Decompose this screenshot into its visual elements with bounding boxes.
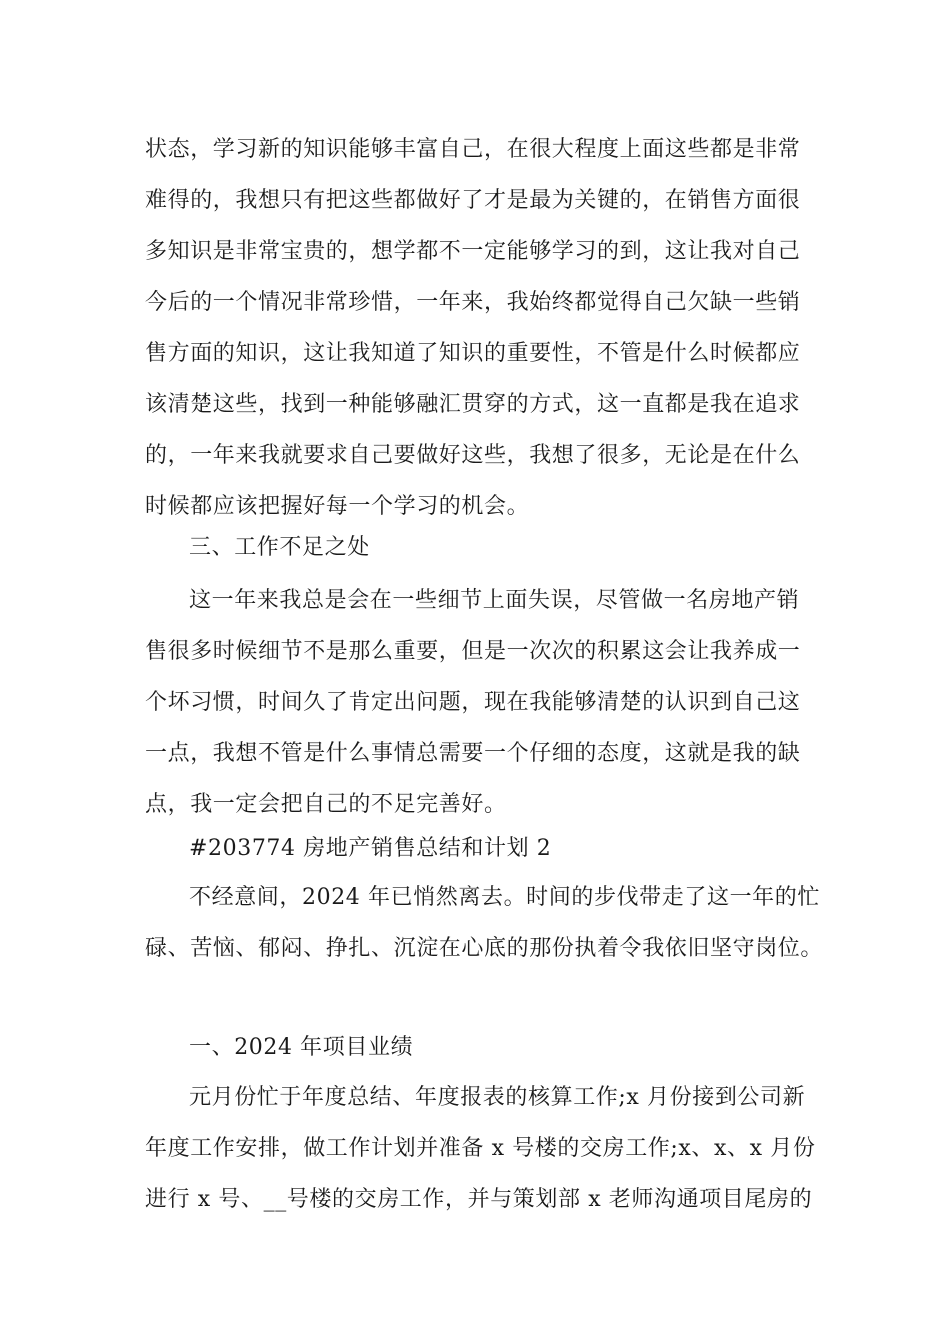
text-line: 的，一年来我就要求自己要做好这些，我想了很多，无论是在什么	[145, 443, 801, 468]
text-line: 状态，学习新的知识能够丰富自己，在很大程度上面这些都是非常	[145, 137, 801, 162]
text-line: 不经意间，2024 年已悄然离去。时间的步伐带走了这一年的忙	[189, 885, 820, 910]
text-line: 多知识是非常宝贵的，想学都不一定能够学习的到，这让我对自己	[145, 239, 801, 264]
article-title: #203774 房地产销售总结和计划 2	[189, 836, 552, 861]
text-line: 年度工作安排，做工作计划并准备 x 号楼的交房工作;x、x、x 月份	[145, 1136, 816, 1161]
section-heading: 三、工作不足之处	[189, 535, 370, 560]
text-line: 点，我一定会把自己的不足完善好。	[145, 792, 507, 817]
text-line: 该清楚这些，找到一种能够融汇贯穿的方式，这一直都是我在追求	[145, 392, 801, 417]
section-heading: 一、2024 年项目业绩	[189, 1035, 414, 1060]
text-line: 难得的，我想只有把这些都做好了才是最为关键的，在销售方面很	[145, 188, 801, 213]
text-line: 碌、苦恼、郁闷、挣扎、沉淀在心底的那份执着令我依旧坚守岗位。	[145, 936, 824, 961]
text-line: 一点，我想不管是什么事情总需要一个仔细的态度，这就是我的缺	[145, 741, 801, 766]
text-line: 售很多时候细节不是那么重要，但是一次次的积累这会让我养成一	[145, 639, 801, 664]
text-line: 元月份忙于年度总结、年度报表的核算工作;x 月份接到公司新	[189, 1085, 806, 1110]
text-line: 今后的一个情况非常珍惜，一年来，我始终都觉得自己欠缺一些销	[145, 290, 801, 315]
text-line: 时候都应该把握好每一个学习的机会。	[145, 494, 530, 519]
text-line: 进行 x 号、__号楼的交房工作，并与策划部 x 老师沟通项目尾房的	[145, 1187, 813, 1212]
text-line: 售方面的知识，这让我知道了知识的重要性，不管是什么时候都应	[145, 341, 801, 366]
text-line: 这一年来我总是会在一些细节上面失误，尽管做一名房地产销	[189, 588, 800, 613]
text-line: 个坏习惯，时间久了肯定出问题，现在我能够清楚的认识到自己这	[145, 690, 801, 715]
